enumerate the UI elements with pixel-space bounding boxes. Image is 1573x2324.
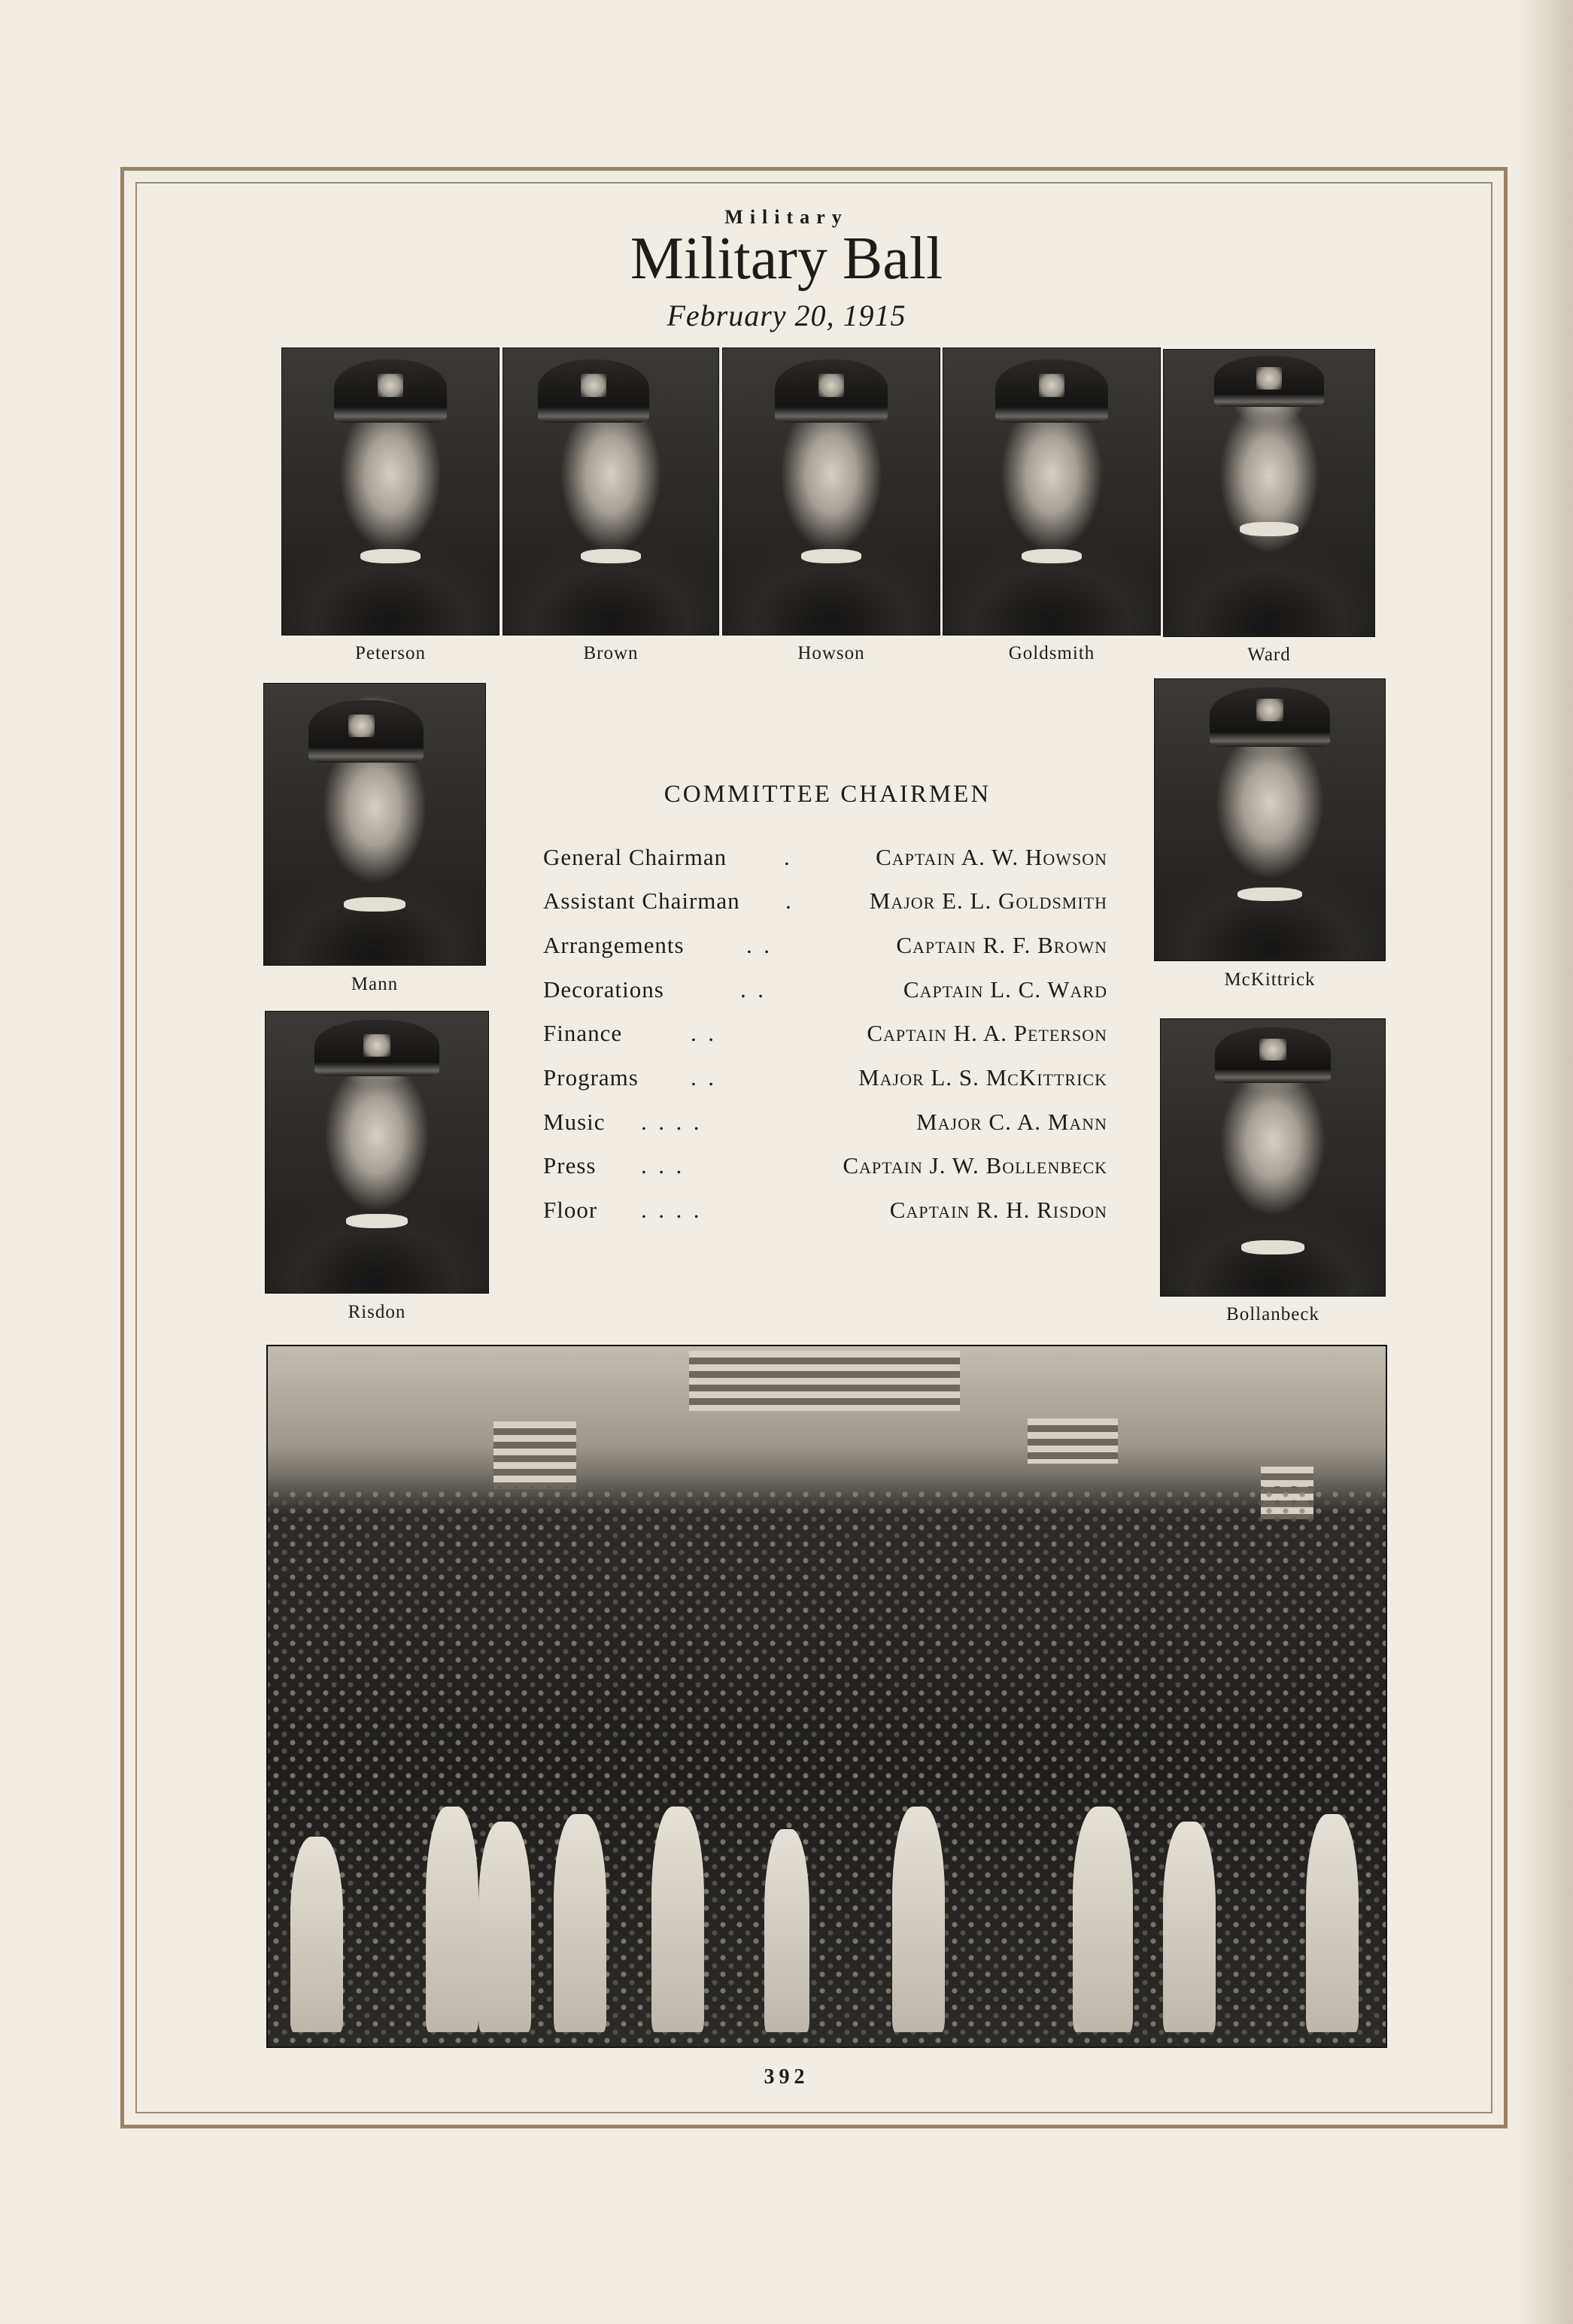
collar-shape bbox=[1240, 522, 1298, 536]
page-title: Military Ball bbox=[630, 226, 943, 292]
flag-banner bbox=[493, 1421, 576, 1489]
portrait-photo-mckittrick bbox=[1154, 678, 1386, 961]
committee-heading: COMMITTEE CHAIRMEN bbox=[664, 781, 991, 808]
leader-dots: . . bbox=[740, 976, 764, 1003]
committee-role: Music bbox=[543, 1109, 606, 1135]
leader-dots: . . bbox=[691, 1064, 714, 1091]
committee-row bbox=[543, 932, 1107, 975]
collar-shape bbox=[801, 549, 862, 563]
committee-row bbox=[543, 1020, 1107, 1063]
collar-shape bbox=[581, 549, 641, 563]
committee-role: General Chairman bbox=[543, 844, 727, 870]
ballroom-crowd-photo bbox=[266, 1345, 1387, 2048]
portrait-photo-bollanbeck bbox=[1160, 1018, 1386, 1297]
committee-officer: Major L. S. McKittrick bbox=[858, 1064, 1107, 1091]
leader-dots: . . . bbox=[641, 1152, 682, 1179]
committee-officer: Captain R. H. Risdon bbox=[889, 1197, 1107, 1223]
flag-banner bbox=[1028, 1418, 1118, 1464]
gown-figure bbox=[478, 1822, 531, 2032]
portrait-caption-brown: Brown bbox=[583, 643, 639, 663]
page-number: 392 bbox=[764, 2065, 809, 2089]
committee-role: Decorations bbox=[543, 976, 664, 1003]
gown-figure bbox=[764, 1829, 809, 2032]
gown-figure bbox=[1306, 1814, 1359, 2032]
committee-role: Arrangements bbox=[543, 932, 685, 958]
committee-row bbox=[543, 844, 1107, 887]
cap-badge bbox=[348, 714, 375, 737]
committee-row bbox=[543, 976, 1107, 1020]
leader-dots: . . . . bbox=[641, 1197, 700, 1223]
gown-figure bbox=[554, 1814, 606, 2032]
gown-figure bbox=[1073, 1807, 1133, 2032]
leader-dots: . . bbox=[691, 1020, 714, 1046]
gown-figure bbox=[651, 1807, 704, 2032]
cap-badge bbox=[378, 374, 404, 396]
committee-officer: Major C. A. Mann bbox=[916, 1109, 1107, 1135]
committee-role: Floor bbox=[543, 1197, 598, 1223]
gown-figure bbox=[892, 1807, 945, 2032]
portrait-caption-mckittrick: McKittrick bbox=[1224, 969, 1316, 990]
portrait-photo-ward bbox=[1163, 349, 1375, 637]
cap-badge bbox=[1039, 374, 1065, 396]
leader-dots: . . bbox=[746, 932, 770, 958]
portrait-caption-risdon: Risdon bbox=[348, 1302, 406, 1322]
committee-row bbox=[543, 1064, 1107, 1108]
portrait-photo-howson bbox=[722, 347, 940, 636]
page-date: February 20, 1915 bbox=[667, 299, 906, 332]
committee-officer: Captain R. F. Brown bbox=[896, 932, 1107, 958]
cap-badge bbox=[363, 1034, 390, 1057]
cap-badge bbox=[818, 374, 845, 396]
section-label: Military bbox=[724, 206, 849, 228]
gown-figure bbox=[290, 1837, 343, 2032]
collar-shape bbox=[360, 549, 421, 563]
leader-dots: . bbox=[785, 887, 791, 914]
committee-officer: Major E. L. Goldsmith bbox=[869, 887, 1107, 914]
committee-officer: Captain J. W. Bollenbeck bbox=[843, 1152, 1107, 1179]
portrait-caption-howson: Howson bbox=[797, 643, 865, 663]
committee-role: Press bbox=[543, 1152, 597, 1179]
committee-role: Finance bbox=[543, 1020, 623, 1046]
committee-officer: Captain A. W. Howson bbox=[876, 844, 1107, 870]
collar-shape bbox=[1237, 887, 1302, 902]
gown-figure bbox=[1163, 1822, 1216, 2032]
committee-role: Assistant Chairman bbox=[543, 887, 740, 914]
portrait-photo-peterson bbox=[281, 347, 500, 636]
collar-shape bbox=[344, 897, 405, 912]
committee-row bbox=[543, 1197, 1107, 1240]
portrait-caption-ward: Ward bbox=[1247, 645, 1291, 665]
committee-row bbox=[543, 887, 1107, 931]
flag-banner bbox=[689, 1351, 960, 1411]
cap-badge bbox=[581, 374, 606, 396]
committee-role: Programs bbox=[543, 1064, 639, 1091]
collar-shape bbox=[1022, 549, 1083, 563]
leader-dots: . . . . bbox=[641, 1109, 700, 1135]
portrait-caption-goldsmith: Goldsmith bbox=[1008, 643, 1095, 663]
gown-figure bbox=[426, 1807, 478, 2032]
portrait-photo-risdon bbox=[265, 1011, 489, 1294]
collar-shape bbox=[346, 1214, 408, 1228]
portrait-caption-bollanbeck: Bollanbeck bbox=[1226, 1304, 1319, 1324]
leader-dots: . bbox=[784, 844, 790, 870]
collar-shape bbox=[1241, 1240, 1304, 1254]
committee-officer: Captain L. C. Ward bbox=[903, 976, 1107, 1003]
portrait-caption-peterson: Peterson bbox=[354, 643, 427, 663]
portrait-photo-goldsmith bbox=[943, 347, 1161, 636]
cap-badge bbox=[1256, 699, 1284, 721]
cap-badge bbox=[1256, 367, 1282, 390]
committee-officer: Captain H. A. Peterson bbox=[867, 1020, 1107, 1046]
portrait-photo-mann bbox=[263, 683, 486, 966]
committee-row bbox=[543, 1109, 1107, 1152]
portrait-photo-brown bbox=[503, 347, 719, 636]
page-gutter-shadow bbox=[1520, 0, 1573, 2324]
committee-row bbox=[543, 1152, 1107, 1196]
portrait-caption-mann: Mann bbox=[351, 974, 399, 994]
cap-badge bbox=[1259, 1039, 1286, 1060]
